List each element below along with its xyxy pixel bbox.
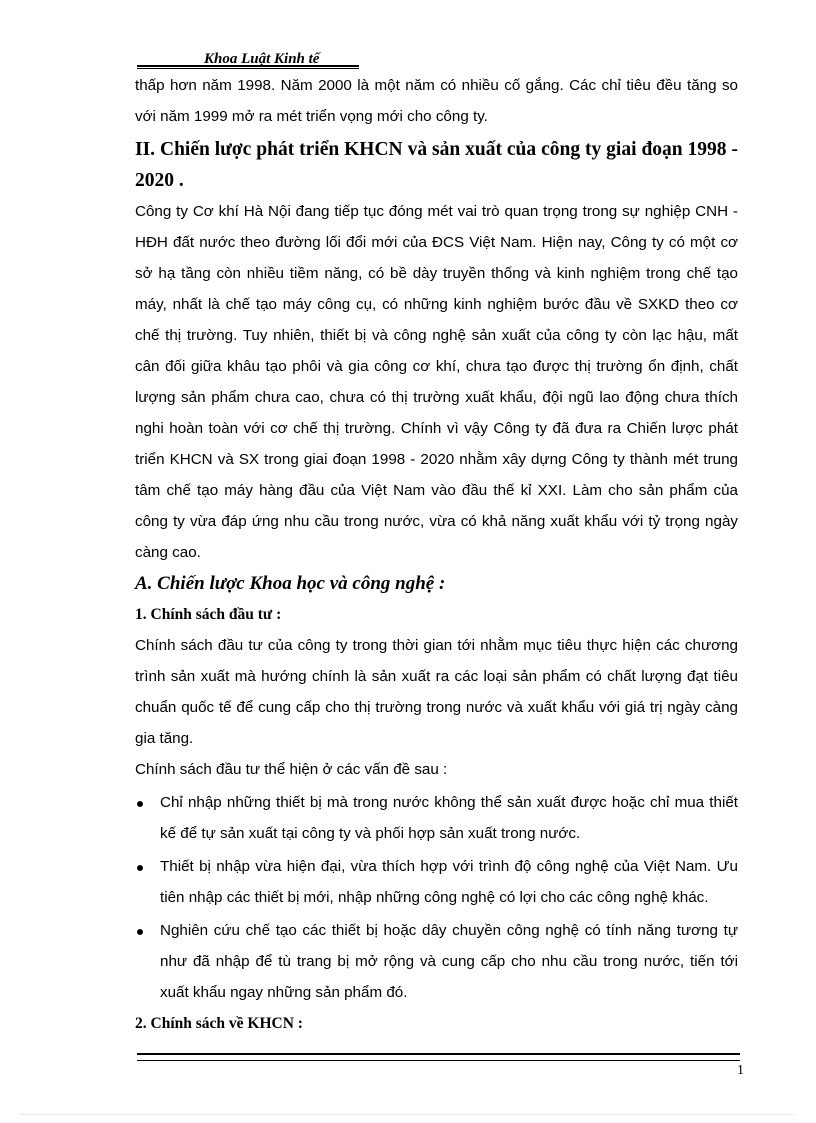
list-item [135, 913, 738, 1008]
page-footer [137, 1053, 744, 1081]
bullet-list [135, 785, 738, 1008]
list-item [135, 785, 738, 849]
paragraph-intro: thấp hơn năm 1998. Năm 2000 là một năm có nhiều cố gắng. Các chỉ tiêu đều tăng so với năm 1999 mở ra mét triển vọng mới cho công ty. [135, 77, 738, 125]
document-body [135, 70, 738, 1039]
bullet-icon [137, 929, 143, 935]
footer-rule [137, 1053, 740, 1061]
bullet-icon [137, 801, 143, 807]
bullet-icon [137, 865, 143, 871]
paragraph-investment-intro: Chính sách đầu tư thể hiện ở các vấn đề sau : [135, 761, 448, 778]
list-item-text: Nghiên cứu chế tạo các thiết bị hoặc dây chuyền công nghệ có tính năng tương tự như đã nhập để tù trang bị mở rộng và cung cấp cho nhu cầu trong nước, tiến tới xuất khẩu ngay những sản phẩm đó. [160, 922, 738, 1001]
list-item-text: Thiết bị nhập vừa hiện đại, vừa thích hợp với trình độ công nghệ của Việt Nam. Ưu tiên nhập các thiết bị mới, nhập những công nghệ có lợi cho các công nghệ khác. [160, 858, 738, 906]
subsection-heading-a: A. Chiến lược Khoa học và công nghệ : [135, 573, 446, 594]
paragraph-investment: Chính sách đầu tư của công ty trong thời gian tới nhằm mục tiêu thực hiện các chương trình sản xuất mà hướng chính là sản xuất ra các loại sản phẩm có chất lượng đạt tiêu chuẩn quốc tế để cung cấp cho thị trường trong nước và xuất khẩu với giá trị ngày càng gia tăng. [135, 637, 738, 747]
paragraph-strategy: Công ty Cơ khí Hà Nội đang tiếp tục đóng mét vai trò quan trọng trong sự nghiệp CNH - HĐH đất nước theo đường lối đổi mới của ĐCS Việt Nam. Hiện nay, Công ty có một cơ sở hạ tầng còn nhiều tiềm năng, có bề dày truyền thống và kinh nghiệm trong chế tạo máy, nhất là chế tạo máy công cụ, có những kinh nghiệm bước đầu về SXKD theo cơ chế thị trường. Tuy nhiên, thiết bị và công nghệ sản xuất của công ty còn lạc hậu, mất cân đối giữa khâu tạo phôi và gia công cơ khí, chưa tạo được thị trường ổn định, chất lượng sản phẩm chưa cao, chưa có thị trường xuất khẩu, đội ngũ lao động chưa thích nghi hoàn toàn với cơ chế thị trường. Chính vì vậy Công ty đã đưa ra Chiến lược phát triển KHCN và SX trong giai đoạn 1998 - 2020 nhằm xây dựng Công ty thành mét trung tâm chế tạo máy hàng đầu của Việt Nam vào đầu thế kỉ XXI. Làm cho sản phẩm của công ty vừa đáp ứng nhu cầu trong nước, vừa có khả năng xuất khẩu với tỷ trọng ngày càng cao. [135, 203, 738, 561]
list-item-text: Chỉ nhập những thiết bị mà trong nước không thể sản xuất được hoặc chỉ mua thiết kế để tự sản xuất tại công ty và phối hợp sản xuất trong nước. [160, 794, 738, 842]
page-number: 1 [737, 1063, 744, 1078]
subheading-science-tech-policy: 2. Chính sách về KHCN : [135, 1015, 303, 1032]
header-title: Khoa Luật Kinh tế [204, 51, 320, 67]
page-header [137, 50, 737, 68]
section-heading-ii: II. Chiến lược phát triển KHCN và sản xuất của công ty giai đoạn 1998 - 2020 . [135, 139, 738, 191]
subheading-investment-policy: 1. Chính sách đầu tư : [135, 606, 282, 623]
page-edge-divider [20, 1114, 796, 1115]
list-item [135, 849, 738, 913]
